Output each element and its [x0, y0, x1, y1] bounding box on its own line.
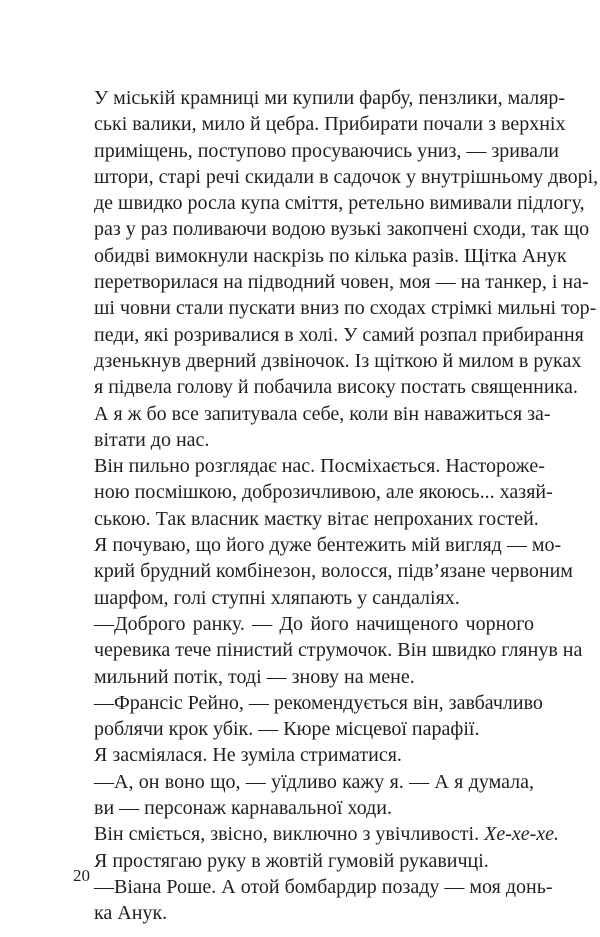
paragraph-7 — [73, 769, 534, 822]
paragraph-1 — [73, 85, 599, 401]
text-segment: Він сміється, звісно, виключно з увічливості. — [94, 823, 480, 846]
paragraph-5 — [73, 690, 543, 743]
text-line: штори, старі речі скидали в садочок у внутрішньому дворі, — [94, 165, 599, 188]
text-line: приміщень, поступово просуваючись униз, — зривали — [94, 139, 559, 162]
text-line: ською. Так власник маєтку вітає непроханих гостей. — [94, 507, 539, 530]
paragraph-4 — [73, 611, 583, 690]
text-line: я підвела голову й побачила високу постать священника. — [94, 376, 578, 399]
text-line: —Франсіс Рейно, — рекомендується він, завбачливо — [94, 691, 543, 714]
paragraph-3 — [73, 453, 573, 611]
paragraph-8 — [73, 821, 560, 874]
text-line: Я почуваю, що його дуже бентежить мій вигляд — мо- — [94, 534, 562, 557]
text-line: —Віана Роше. А отой бомбардир позаду — моя донь- — [94, 875, 553, 898]
text-line: Я засміялася. Не зуміла стриматися. — [94, 744, 402, 767]
text-line: черевика тече пінистий струмочок. Він швидко глянув на — [94, 639, 583, 662]
text-line: Він пильно розглядає нас. Посміхається. Насторожe- — [94, 455, 545, 478]
text-line: Я простягаю руку в жовтій гумовій рукавичці. — [94, 849, 489, 872]
page-number: 20 — [73, 866, 90, 885]
text-line — [73, 821, 560, 847]
text-line: раз у раз поливаючи водою вузькі закопчені сходи, так що — [94, 218, 590, 241]
text-line: —А, он воно що, — уїдливо кажу я. — А я думала, — [94, 770, 534, 793]
text-line: роблячи крок убік. — Кюре місцевої парафії. — [94, 718, 480, 741]
text-line: —Доброго ранку. — До його начищеного чорного — [94, 612, 534, 635]
text-line: ною посмішкою, доброзичливою, але якоюсь... хазяй- — [94, 481, 553, 504]
text-line: крий брудний комбінезон, волосся, підв’язане червоним — [94, 560, 573, 583]
paragraph-2 — [73, 401, 551, 454]
paragraph-9 — [73, 874, 553, 927]
text-line: ші човни стали пускати вниз по сходах стрімкі мильні тор- — [94, 297, 597, 320]
text-line: ські валики, мило й цебра. Прибирати почали з верхніх — [94, 113, 566, 136]
italic-laugh: Хе-хе-хе. — [484, 823, 560, 846]
text-line: У міській крамниці ми купили фарбу, пензлики, маляр- — [94, 87, 566, 109]
paragraph-6 — [73, 742, 534, 768]
body-text — [73, 85, 599, 927]
text-line: обидві вимокнули наскрізь по кілька разів. Щітка Анук — [94, 244, 567, 267]
text-line: дзенькнув дверний дзвіночок. Із щіткою й милом в руках — [94, 349, 582, 372]
text-line: мильний потік, тоді — знову на мене. — [94, 665, 415, 688]
text-line: вітати до нас. — [94, 428, 210, 451]
text-line: шарфом, голі ступні хляпають у сандаліях. — [94, 586, 460, 609]
text-line: А я ж бо все запитувала себе, коли він наважиться за- — [94, 402, 551, 425]
text-line: де швидко росла купа сміття, ретельно вимивали підлогу, — [94, 192, 585, 215]
text-line: педи, які розривалися в холі. У самий розпал прибирання — [94, 323, 584, 346]
text-line: ка Анук. — [94, 902, 168, 925]
text-line: ви — персонаж карнавальної ходи. — [94, 797, 393, 820]
text-line: перетворилася на підводний човен, моя — на танкер, і на- — [94, 271, 589, 294]
